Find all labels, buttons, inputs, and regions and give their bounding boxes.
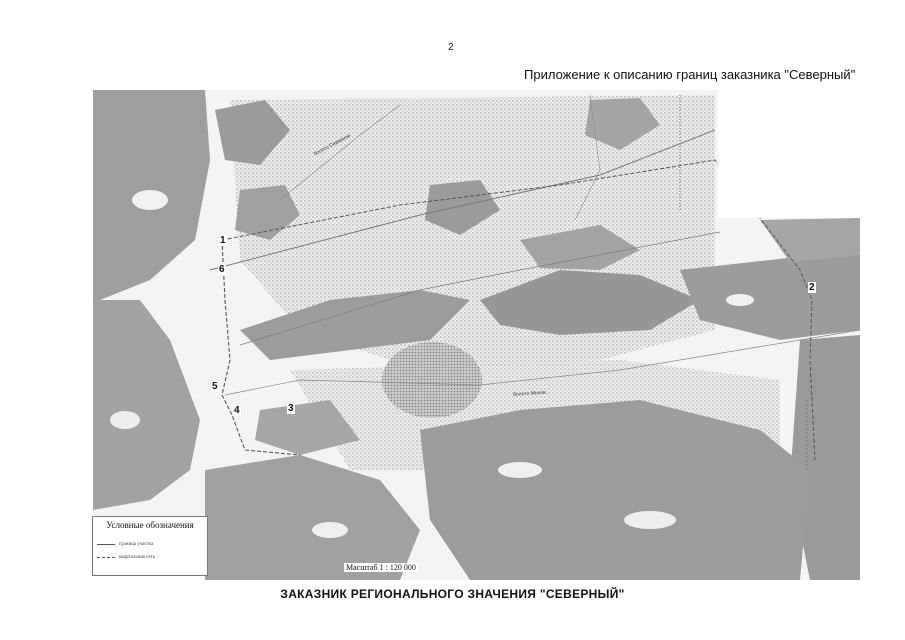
legend-item-grid [97, 555, 155, 560]
dash-symbol-icon [97, 557, 115, 558]
legend-item-boundary [97, 542, 153, 547]
legend-item-label: квартальная сеть [119, 555, 156, 560]
map-terrain [90, 88, 865, 583]
bog-label-north: болото Северное [313, 133, 352, 158]
point-marker-4: 4 [234, 405, 240, 416]
bog-label-east: болото Мохов... [513, 389, 550, 398]
appendix-title: Приложение к описанию границ заказника "Северный" [524, 67, 856, 82]
point-marker-1: 1 [220, 235, 226, 246]
footer-title: ЗАКАЗНИК РЕГИОНАЛЬНОГО ЗНАЧЕНИЯ "СЕВЕРНЫЙ" [280, 587, 625, 601]
point-marker-5: 5 [212, 381, 218, 392]
page-number: 2 [448, 42, 454, 53]
line-symbol-icon [97, 544, 115, 545]
point-marker-2: 2 [809, 282, 815, 293]
legend-item-label: граница участка [119, 542, 154, 547]
map-legend [92, 516, 208, 576]
point-marker-3: 3 [288, 403, 294, 414]
point-marker-6: 6 [219, 264, 225, 275]
map-scale: Масштаб 1 : 120 000 [346, 563, 416, 572]
legend-title: Условные обозначения [106, 520, 194, 530]
